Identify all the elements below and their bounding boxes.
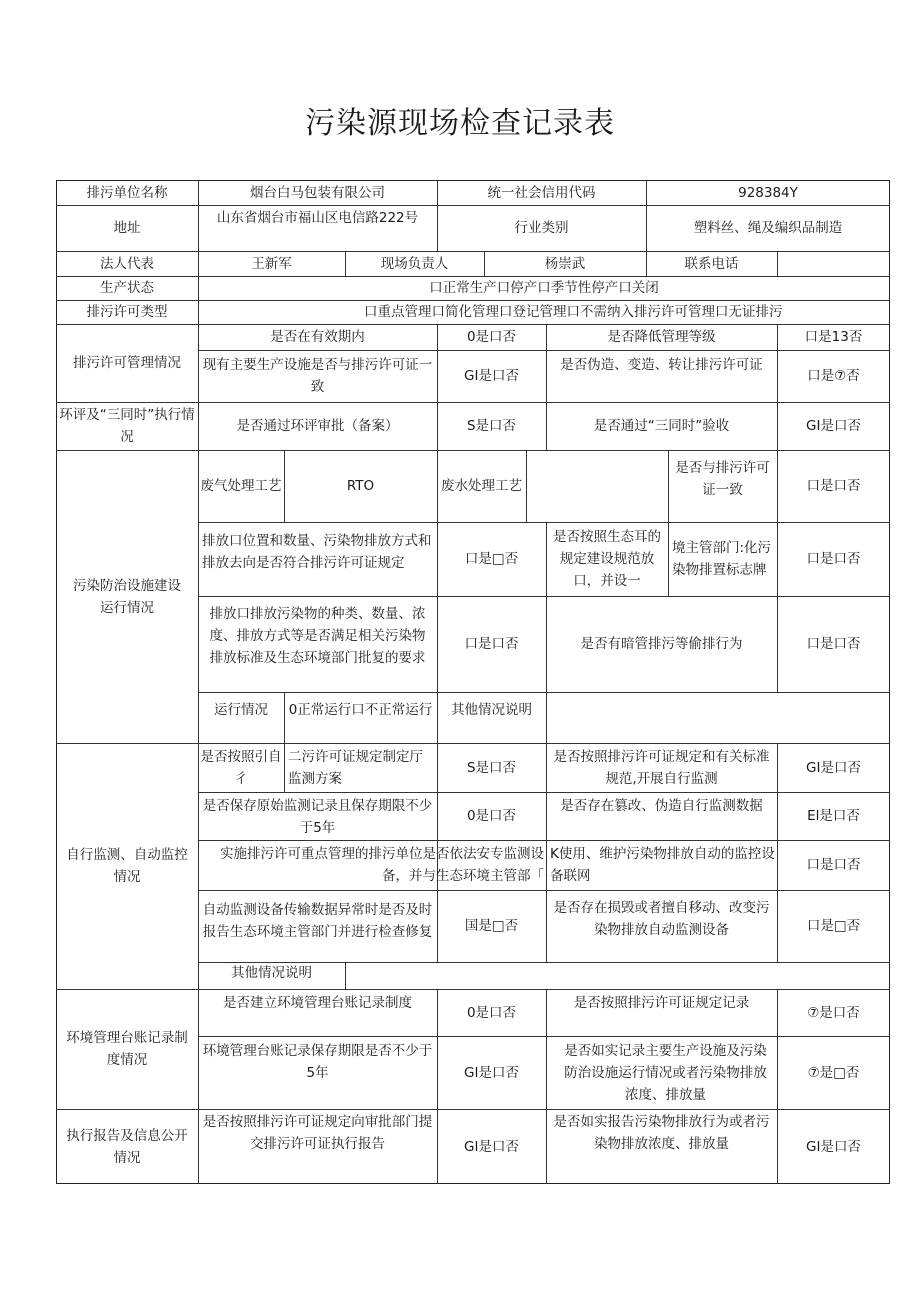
address-label: 地址	[113, 220, 141, 236]
outlet-position-question: 排放口位置和数量、污染物排放方式和排放去向是否符合排污许可证规定	[202, 533, 432, 571]
hidden-pipe-question: 是否有暗管排污等偷排行为	[580, 636, 743, 652]
water-process-value	[526, 450, 668, 522]
credit-code-label: 统一社会信用代码	[487, 184, 596, 201]
legal-rep-label: 法人代表	[100, 255, 154, 272]
ledger-record-question: 是否按照排污许可证规定记录	[573, 995, 750, 1011]
onsite-manager-value: 杨崇武	[544, 255, 586, 272]
industry-label: 行业类别	[514, 220, 569, 236]
industry-value: 塑料丝、绳及编织品制造	[693, 220, 843, 236]
self-monitoring-question: 是否按照排污许可证规定和有关标准规范,开展自行监测	[553, 749, 770, 787]
data-anomaly-question: 自动监测设备传输数据异常时是否及时报告生态环境主管部门并进行检查修复	[202, 902, 433, 940]
outlet-standard-question: 是否按照生态耳的规定建设规范放口，并设一	[553, 529, 661, 589]
legal-rep-value: 王新军	[251, 255, 292, 272]
emission-report-question: 是否如实报告污染物排放行为或者污染物排放浓度、排放量	[553, 1114, 770, 1152]
production-status-value: 口正常生产口停产口季节性停产口关闭	[429, 280, 659, 296]
permit-downgrade-answer: 口是13否	[804, 329, 863, 345]
eia-approval-answer: S是口否	[466, 418, 517, 434]
emission-report-answer: GI是口否	[806, 1138, 861, 1155]
ledger-record-answer: ⑦是口否	[807, 1004, 860, 1021]
reporting-label: 执行报告及信息公开情况	[66, 1127, 188, 1166]
outlet-position-answer: 口是□否	[464, 551, 519, 567]
address-value: 山东省烟台市福山区电信路222号	[216, 210, 419, 226]
ledger-retention-question: 环境管理台账记录保存期限是否不少于5年	[202, 1043, 433, 1081]
facility-consistent-answer: GI是口否	[464, 368, 519, 384]
process-consistent-answer: 口是口否	[806, 478, 861, 494]
ledger-truthful-answer: ⑦是□否	[807, 1064, 860, 1081]
facility-consistent-question: 现有主要生产设施是否与排污许可证一致	[202, 357, 433, 395]
permit-forgery-question: 是否伪造、变造、转让排污许可证	[560, 357, 763, 373]
phone-label: 联系电话	[684, 255, 739, 272]
data-tampering-question: 是否存在篡改、伪造自行监测数据	[560, 798, 763, 814]
monitoring-other-label: 其他情况说明	[231, 965, 312, 981]
outlet-sign-question: 境主管部门:化污染物排置标志牌	[672, 540, 772, 578]
discharge-compliance-question: 排放口排放污染物的种类、数量、浓度、排放方式等是否满足相关污染物排放标准及生态环境部门批复的要求	[209, 606, 426, 666]
credit-code-value: 928384Y	[738, 184, 798, 201]
monitoring-plan-question-a: 是否按照引自彳	[200, 749, 282, 787]
permit-valid-question: 是否在有效期内	[270, 329, 365, 345]
permit-type-value: 口重点管理口简化管理口登记管理口不需纳入排污许可管理口无证排污	[364, 304, 783, 320]
record-keeping-answer: 0是口否	[466, 808, 517, 824]
monitoring-plan-question-b: 二污许可证规定制定厅监测方案	[288, 749, 423, 787]
auto-monitor-install-answer: 口是口否	[806, 857, 861, 873]
outlet-standard-answer: 口是口否	[806, 551, 861, 567]
monitoring-other-value	[345, 962, 890, 989]
eia-approval-question: 是否通过环评审批（备案）	[236, 418, 399, 434]
self-monitoring-answer: GI是口否	[806, 759, 861, 776]
pc-other-label: 其他情况说明	[451, 702, 532, 718]
water-process-label: 废水处理工艺	[441, 478, 522, 494]
page-title: 污染源现场检查记录表	[305, 106, 615, 141]
ledger-truthful-question: 是否如实记录主要生产设施及污染防治设施运行情况或者污染物排放浓度、排放量	[564, 1042, 767, 1103]
execution-report-question: 是否按照排污许可证规定向审批部门提交排污许可证执行报告	[202, 1114, 433, 1152]
ledger-retention-answer: GI是口否	[464, 1064, 519, 1081]
device-damage-question: 是否存在损毁或者擅自移动、改变污染物排放自动监测设备	[553, 900, 770, 938]
three-simultaneous-question: 是否通过“三同时”验收	[593, 418, 730, 434]
production-status-label: 生产状态	[100, 280, 154, 296]
gas-process-value: RTO	[346, 478, 375, 494]
operation-value: 0正常运行口不正常运行	[288, 702, 433, 718]
onsite-manager-label: 现场负责人	[380, 255, 449, 272]
permit-valid-answer: 0是口否	[466, 329, 517, 345]
data-tampering-answer: El是口否	[807, 808, 860, 824]
pc-other-value	[546, 692, 890, 743]
operation-label: 运行情况	[214, 702, 268, 718]
monitoring-plan-answer: S是口否	[466, 759, 517, 776]
gas-process-label: 废气处理工艺	[200, 478, 282, 494]
eia-label: 环评及“三同时”执行情况	[59, 407, 195, 445]
hidden-pipe-answer: 口是口否	[806, 636, 861, 652]
phone-value	[777, 251, 890, 276]
three-simultaneous-answer: GI是口否	[806, 418, 861, 434]
unit-name-label: 排污单位名称	[86, 184, 168, 201]
ledger-system-question: 是否建立环境管理台账记录制度	[223, 995, 412, 1011]
auto-monitor-install-question-b: K使用、维护污染物排放自动的监控设备联网	[550, 846, 775, 884]
monitoring-label: 自行监测、自动监控情况	[66, 847, 188, 885]
execution-report-answer: GI是口否	[464, 1138, 519, 1155]
permit-downgrade-question: 是否降低管理等级	[607, 329, 716, 345]
unit-name-value: 烟台白马包装有限公司	[250, 184, 385, 201]
discharge-compliance-answer: 口是口否	[464, 636, 519, 652]
record-keeping-question: 是否保存原始监测记录且保存期限不少于5年	[202, 798, 433, 836]
device-damage-answer: 口是□否	[806, 918, 861, 934]
pollution-control-label: 污染防治设施建设运行情况	[73, 577, 181, 616]
data-anomaly-answer: 国是□否	[464, 918, 519, 934]
process-consistent-question: 是否与排污许可证一致	[675, 460, 770, 498]
permit-mgmt-label: 排污许可管理情况	[73, 355, 181, 371]
permit-type-label: 排污许可类型	[86, 304, 168, 320]
ledger-label: 环境管理台账记录制度情况	[66, 1030, 188, 1068]
auto-monitor-install-question-a: 实施排污许可重点管理的排污单位是否依法安专监测设备，并与生态环境主管部「	[220, 846, 544, 884]
permit-forgery-answer: 口是⑦否	[807, 368, 860, 384]
ledger-system-answer: 0是口否	[466, 1004, 517, 1021]
